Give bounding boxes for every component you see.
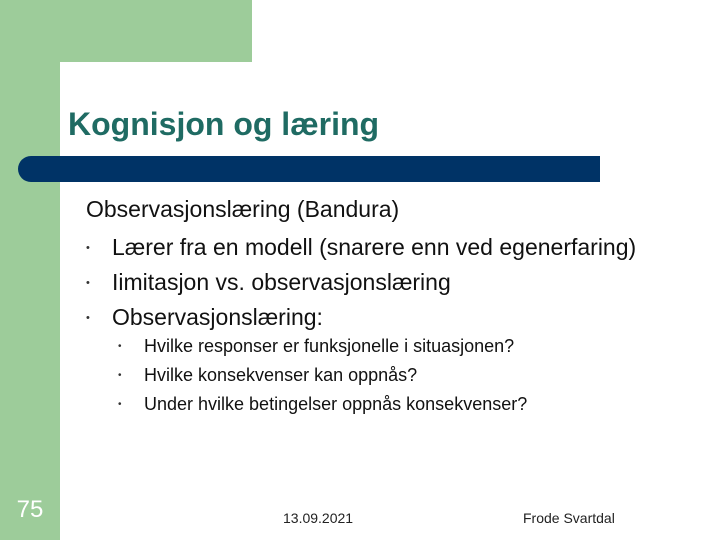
title-underline-bar bbox=[18, 156, 600, 182]
bullet-icon: • bbox=[86, 276, 90, 289]
sub-bullet-text: Hvilke responser er funksjonelle i situasjonen? bbox=[144, 336, 515, 356]
list-item bbox=[86, 300, 636, 335]
list-item bbox=[118, 390, 527, 419]
bullet-icon: • bbox=[118, 370, 122, 381]
decor-rounded-corner bbox=[60, 62, 100, 102]
bullet-icon: • bbox=[86, 311, 90, 324]
list-item bbox=[86, 230, 636, 265]
bullet-text: Observasjonslæring: bbox=[112, 304, 323, 330]
list-item bbox=[118, 361, 527, 390]
bullet-icon: • bbox=[86, 241, 90, 254]
section-heading: Observasjonslæring (Bandura) bbox=[86, 196, 400, 222]
bullet-text: Iimitasjon vs. observasjonslæring bbox=[112, 269, 451, 295]
decor-green-left bbox=[0, 0, 60, 540]
slide-title: Kognisjon og læring bbox=[68, 106, 380, 142]
bullet-icon: • bbox=[118, 341, 122, 352]
slide-number: 75 bbox=[16, 496, 44, 523]
bullet-list bbox=[86, 230, 636, 335]
bullet-icon: • bbox=[118, 399, 122, 410]
sub-bullet-text: Under hvilke betingelser oppnås konsekvenser? bbox=[144, 394, 528, 414]
footer-author: Frode Svartdal bbox=[523, 510, 615, 526]
footer-date: 13.09.2021 bbox=[283, 510, 354, 526]
list-item bbox=[86, 265, 636, 300]
bullet-text: Lærer fra en modell (snarere enn ved egenerfaring) bbox=[112, 234, 637, 260]
sub-bullet-list bbox=[118, 332, 527, 419]
sub-bullet-text: Hvilke konsekvenser kan oppnås? bbox=[144, 365, 418, 385]
list-item bbox=[118, 332, 527, 361]
